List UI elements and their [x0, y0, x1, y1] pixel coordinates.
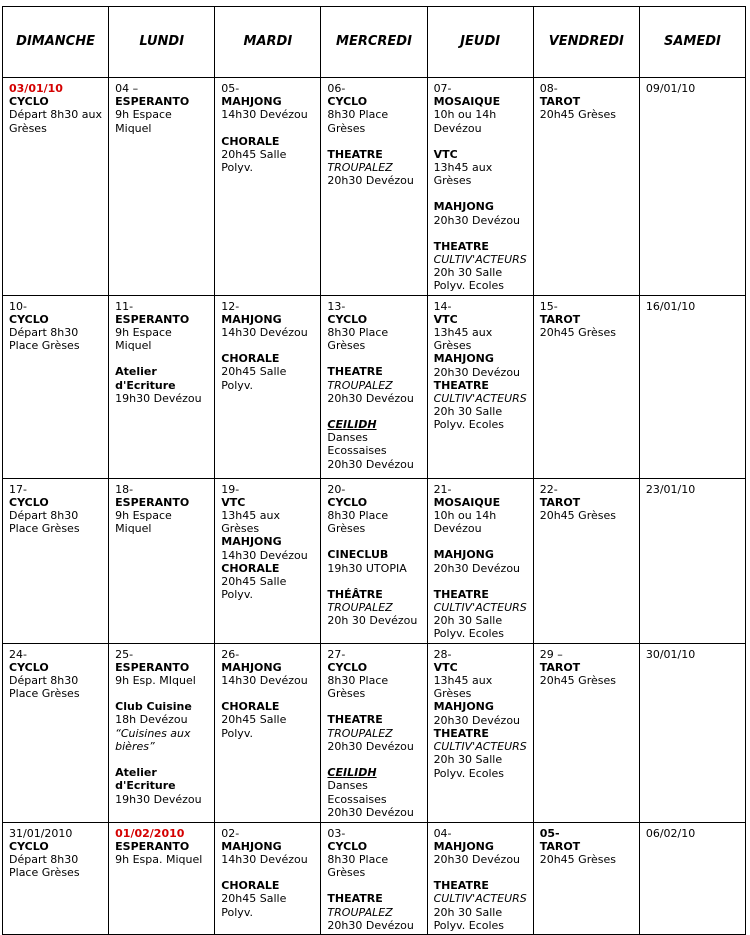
- event-text: MAHJONG: [433, 700, 494, 714]
- event-text: CULTIV'ACTEURS: [433, 740, 527, 754]
- event-text: CYCLO: [327, 839, 368, 853]
- event-text: “Cuisines aux: [115, 726, 191, 740]
- spacer: [434, 227, 528, 240]
- date-label: 02-: [221, 826, 240, 840]
- date-label: 07-: [433, 82, 452, 95]
- event-text: 19h30 UTOPIA: [327, 561, 407, 575]
- event-text: MAHJONG: [433, 352, 494, 366]
- event-text: Polyv.: [221, 588, 253, 602]
- date-label: 20-: [327, 482, 346, 496]
- date-label: 31/01/2010: [9, 826, 73, 840]
- day-cell-mardi: [215, 78, 321, 296]
- event-text: CULTIV'ACTEURS: [433, 601, 527, 615]
- event-text: Place Grèses: [9, 522, 80, 536]
- spacer: [434, 187, 528, 200]
- day-cell-samedi: [639, 822, 745, 934]
- date-label: 04-: [433, 826, 452, 840]
- event-text: TROUPALEZ: [327, 601, 393, 615]
- event-text: MAHJONG: [433, 839, 494, 853]
- event-text: 20h 30 Salle: [433, 266, 503, 280]
- day-cell-jeudi: [427, 822, 533, 934]
- event-text: Polyv. Ecoles: [433, 766, 505, 780]
- spacer: [327, 535, 421, 548]
- date-label: 21-: [433, 482, 452, 496]
- event-text: Place Grèses: [9, 339, 80, 353]
- day-cell-samedi: [639, 643, 745, 822]
- calendar-table: [2, 6, 746, 935]
- event-text: Atelier: [115, 766, 157, 780]
- day-cell-vendredi: [533, 295, 639, 478]
- event-text: 8h30 Place: [327, 674, 389, 688]
- day-cell-lundi: [109, 295, 215, 478]
- event-text: 20h45 Salle: [221, 365, 287, 379]
- date-label: 30/01/10: [645, 647, 696, 661]
- week-row: [3, 78, 746, 296]
- day-header-lundi: LUNDI: [109, 7, 215, 78]
- day-cell-lundi: [109, 78, 215, 296]
- date-label: 17-: [9, 482, 27, 496]
- event-text: MAHJONG: [221, 95, 282, 109]
- event-text: MAHJONG: [221, 660, 282, 674]
- event-text: 20h30 Devézou: [327, 739, 414, 753]
- event-text: 19h30 Devézou: [115, 792, 202, 806]
- event-text: Grèses: [9, 121, 47, 135]
- event-text: ESPERANTO: [115, 495, 190, 509]
- event-text: Départ 8h30: [9, 326, 79, 340]
- event-text: 20h30 Devézou: [433, 365, 521, 379]
- day-cell-samedi: [639, 78, 745, 296]
- day-cell-samedi: [639, 478, 745, 643]
- event-text: 20h45 Grèses: [539, 509, 616, 523]
- event-text: 20h 30 Salle: [433, 905, 503, 919]
- week-row: [3, 643, 746, 822]
- event-text: 9h Espa. Miquel: [115, 853, 203, 867]
- event-text: THÉÂTRE: [327, 587, 383, 601]
- spacer: [327, 352, 421, 365]
- day-cell-dimanche: [3, 78, 109, 296]
- event-text: CULTIV'ACTEURS: [433, 892, 527, 906]
- event-text: 13h45 aux: [433, 674, 493, 688]
- day-header-vendredi: VENDREDI: [533, 7, 639, 78]
- day-cell-dimanche: [3, 478, 109, 643]
- date-label: 06-: [327, 82, 346, 95]
- event-text: Grèses: [327, 687, 366, 701]
- date-label: 27-: [327, 647, 346, 661]
- day-cell-mercredi: [321, 78, 427, 296]
- event-text: THEATRE: [327, 713, 383, 727]
- event-text: VTC: [433, 660, 458, 674]
- date-label: 19-: [221, 482, 240, 496]
- event-text: MOSAIQUE: [433, 495, 501, 509]
- date-label: 29 –: [539, 647, 563, 661]
- event-text: Devézou: [433, 121, 482, 135]
- week-row: [3, 822, 746, 934]
- event-text: 9h Espace: [115, 326, 172, 340]
- event-text: TROUPALEZ: [327, 161, 393, 175]
- event-text: 20h30 Devézou: [433, 213, 521, 227]
- event-text: 13h45 aux: [433, 326, 493, 340]
- event-text: TAROT: [539, 495, 581, 509]
- spacer: [327, 135, 421, 148]
- event-text: Polyv.: [221, 905, 253, 919]
- event-text: 20h30 Devézou: [433, 713, 521, 727]
- event-text: THEATRE: [327, 892, 383, 906]
- event-text: CYCLO: [9, 95, 49, 109]
- event-text: ESPERANTO: [115, 660, 190, 674]
- event-text: d'Ecriture: [115, 779, 176, 793]
- day-header-dimanche: DIMANCHE: [3, 7, 109, 78]
- event-text: CEILIDH: [327, 418, 377, 432]
- event-text: CYCLO: [327, 95, 368, 109]
- date-label: 26-: [221, 647, 240, 661]
- event-text: 14h30 Devézou: [221, 326, 308, 340]
- event-text: Grèses: [433, 174, 472, 188]
- day-header-jeudi: JEUDI: [427, 7, 533, 78]
- date-label: 28-: [433, 647, 452, 661]
- spacer: [115, 352, 209, 365]
- event-text: VTC: [433, 147, 458, 161]
- event-text: 20h30 Devézou: [433, 853, 521, 867]
- header-row: [3, 7, 746, 78]
- spacer: [221, 687, 315, 700]
- date-label: 24-: [9, 647, 27, 661]
- event-text: CYCLO: [327, 495, 368, 509]
- event-text: Polyv. Ecoles: [433, 918, 505, 932]
- date-label: 06/02/10: [645, 826, 696, 840]
- event-text: Départ 8h30 aux: [9, 108, 102, 122]
- spacer: [115, 753, 209, 766]
- week-row: [3, 295, 746, 478]
- event-text: 20h30 Devézou: [433, 561, 521, 575]
- event-text: Grèses: [327, 339, 366, 353]
- event-text: Danses: [327, 779, 368, 793]
- date-label: 22-: [539, 482, 558, 496]
- event-text: 8h30 Place: [327, 509, 389, 523]
- date-label: 15-: [539, 299, 558, 313]
- event-text: 20h45 Grèses: [539, 853, 616, 867]
- event-text: CHORALE: [221, 134, 280, 148]
- event-text: 20h 30 Devézou: [327, 614, 418, 628]
- event-text: TROUPALEZ: [327, 905, 393, 919]
- event-text: Grèses: [433, 687, 472, 701]
- event-text: TAROT: [539, 660, 581, 674]
- event-text: TROUPALEZ: [327, 378, 393, 392]
- event-text: Grèses: [221, 522, 260, 536]
- event-text: 18h Devézou: [115, 713, 188, 727]
- event-text: 20h30 Devézou: [327, 174, 414, 188]
- event-text: Grèses: [327, 866, 366, 880]
- spacer: [327, 575, 421, 588]
- date-label: 13-: [327, 299, 346, 313]
- event-text: THEATRE: [327, 365, 383, 379]
- event-text: MAHJONG: [433, 548, 494, 562]
- date-label: 08-: [539, 82, 558, 95]
- event-text: Grèses: [433, 339, 472, 353]
- event-text: Départ 8h30: [9, 509, 79, 523]
- event-text: CHORALE: [221, 700, 280, 714]
- date-label: 05-: [221, 82, 240, 95]
- event-text: TROUPALEZ: [327, 726, 393, 740]
- day-cell-mardi: [215, 295, 321, 478]
- event-text: d'Ecriture: [115, 378, 176, 392]
- event-text: 20h45 Grèses: [539, 108, 616, 122]
- event-text: VTC: [433, 312, 458, 326]
- event-text: TAROT: [539, 312, 581, 326]
- day-cell-lundi: [109, 643, 215, 822]
- event-text: MAHJONG: [433, 200, 494, 214]
- day-cell-mardi: [215, 822, 321, 934]
- day-cell-mercredi: [321, 478, 427, 643]
- event-text: 20h30 Devézou: [327, 805, 414, 819]
- event-text: 13h45 aux: [433, 161, 493, 175]
- day-cell-mercredi: [321, 295, 427, 478]
- day-cell-dimanche: [3, 643, 109, 822]
- event-text: 8h30 Place: [327, 853, 389, 867]
- event-text: 14h30 Devézou: [221, 548, 308, 562]
- spacer: [327, 879, 421, 892]
- day-cell-lundi: [109, 822, 215, 934]
- date-label: 04 –: [115, 82, 139, 95]
- spacer: [327, 700, 421, 713]
- event-text: ESPERANTO: [115, 839, 190, 853]
- event-text: Place Grèses: [9, 866, 80, 880]
- spacer: [221, 122, 315, 135]
- event-text: Grèses: [327, 522, 366, 536]
- event-text: 20h45 Grèses: [539, 674, 616, 688]
- date-label: 12-: [221, 299, 240, 313]
- event-text: ESPERANTO: [115, 95, 190, 109]
- date-label: 11-: [115, 299, 134, 313]
- date-label: 25-: [115, 647, 134, 661]
- spacer: [434, 866, 528, 879]
- event-text: CEILIDH: [327, 766, 377, 780]
- event-text: THEATRE: [433, 726, 489, 740]
- event-text: 20h30 Devézou: [327, 457, 414, 471]
- event-text: Départ 8h30: [9, 853, 79, 867]
- event-text: Miquel: [115, 339, 152, 353]
- event-text: 14h30 Devézou: [221, 108, 308, 122]
- day-cell-jeudi: [427, 78, 533, 296]
- spacer: [221, 866, 315, 879]
- date-label: 03/01/10: [9, 82, 63, 95]
- spacer: [434, 575, 528, 588]
- event-text: CHORALE: [221, 561, 280, 575]
- date-label: 18-: [115, 482, 134, 496]
- day-cell-jeudi: [427, 478, 533, 643]
- day-cell-vendredi: [533, 643, 639, 822]
- date-label: 14-: [433, 299, 452, 313]
- spacer: [327, 405, 421, 418]
- week-row: [3, 478, 746, 643]
- event-text: CYCLO: [9, 495, 49, 509]
- event-text: 14h30 Devézou: [221, 674, 308, 688]
- event-text: Miquel: [115, 522, 152, 536]
- spacer: [434, 535, 528, 548]
- event-text: VTC: [221, 495, 246, 509]
- day-cell-jeudi: [427, 295, 533, 478]
- event-text: 9h Espace: [115, 108, 172, 122]
- event-text: TAROT: [539, 95, 581, 109]
- event-text: THEATRE: [433, 239, 489, 253]
- event-text: CHORALE: [221, 352, 280, 366]
- date-label: 05-: [539, 826, 560, 840]
- day-cell-dimanche: [3, 822, 109, 934]
- spacer: [434, 135, 528, 148]
- event-text: Club Cuisine: [115, 700, 192, 714]
- event-text: 20h30 Devézou: [327, 391, 414, 405]
- event-text: CULTIV'ACTEURS: [433, 392, 527, 406]
- event-text: 20h30 Devézou: [327, 918, 414, 932]
- event-text: TAROT: [539, 839, 581, 853]
- event-text: CYCLO: [327, 660, 368, 674]
- event-text: Polyv.: [221, 726, 253, 740]
- event-text: Polyv.: [221, 378, 253, 392]
- date-label: 01/02/2010: [115, 826, 185, 840]
- day-cell-mercredi: [321, 822, 427, 934]
- event-text: 14h30 Devézou: [221, 853, 308, 867]
- day-cell-mercredi: [321, 643, 427, 822]
- event-text: THEATRE: [433, 378, 489, 392]
- day-cell-dimanche: [3, 295, 109, 478]
- event-text: 20h45 Grèses: [539, 326, 616, 340]
- event-text: 20h45 Salle: [221, 575, 287, 589]
- day-header-mercredi: MERCREDI: [321, 7, 427, 78]
- event-text: CYCLO: [327, 312, 368, 326]
- event-text: Polyv. Ecoles: [433, 279, 505, 293]
- event-text: Grèses: [327, 121, 366, 135]
- event-text: Polyv. Ecoles: [433, 627, 505, 641]
- day-cell-samedi: [639, 295, 745, 478]
- event-text: Atelier: [115, 365, 157, 379]
- event-text: CYCLO: [9, 660, 49, 674]
- event-text: THEATRE: [433, 587, 489, 601]
- day-cell-lundi: [109, 478, 215, 643]
- event-text: MAHJONG: [221, 535, 282, 549]
- day-header-mardi: MARDI: [215, 7, 321, 78]
- day-header-samedi: SAMEDI: [639, 7, 745, 78]
- event-text: 20h 30 Salle: [433, 405, 503, 419]
- day-cell-jeudi: [427, 643, 533, 822]
- event-text: 20h 30 Salle: [433, 614, 503, 628]
- spacer: [327, 753, 421, 766]
- day-cell-vendredi: [533, 822, 639, 934]
- spacer: [221, 339, 315, 352]
- event-text: Départ 8h30: [9, 674, 79, 688]
- event-text: MAHJONG: [221, 839, 282, 853]
- event-text: 20h45 Salle: [221, 147, 287, 161]
- event-text: Miquel: [115, 121, 152, 135]
- event-text: Devézou: [433, 522, 482, 536]
- day-cell-vendredi: [533, 78, 639, 296]
- date-label: 03-: [327, 826, 346, 840]
- day-cell-vendredi: [533, 478, 639, 643]
- event-text: 20h45 Salle: [221, 713, 287, 727]
- event-text: 13h45 aux: [221, 509, 280, 523]
- event-text: 19h30 Devézou: [115, 391, 202, 405]
- event-text: Ecossaises: [327, 444, 387, 458]
- event-text: 10h ou 14h: [433, 108, 497, 122]
- event-text: 9h Esp. MIquel: [115, 674, 196, 688]
- event-text: Polyv.: [221, 161, 253, 175]
- event-text: ESPERANTO: [115, 312, 190, 326]
- event-text: THEATRE: [433, 879, 489, 893]
- date-label: 09/01/10: [645, 82, 696, 95]
- event-text: CYCLO: [9, 839, 49, 853]
- event-text: MAHJONG: [221, 312, 282, 326]
- event-text: 8h30 Place: [327, 108, 389, 122]
- event-text: CHORALE: [221, 879, 280, 893]
- date-label: 10-: [9, 299, 27, 313]
- event-text: 20h45 Salle: [221, 892, 287, 906]
- spacer: [115, 687, 209, 700]
- event-text: 8h30 Place: [327, 326, 389, 340]
- date-label: 23/01/10: [645, 482, 696, 496]
- event-text: CULTIV'ACTEURS: [433, 253, 527, 267]
- event-text: 9h Espace: [115, 509, 172, 523]
- event-text: bières”: [115, 739, 155, 753]
- event-text: MOSAIQUE: [433, 95, 501, 109]
- event-text: 10h ou 14h: [433, 509, 497, 523]
- date-label: 16/01/10: [645, 299, 696, 313]
- event-text: THEATRE: [327, 147, 383, 161]
- day-cell-mardi: [215, 478, 321, 643]
- event-text: Polyv. Ecoles: [433, 418, 505, 432]
- event-text: 20h 30 Salle: [433, 753, 503, 767]
- event-text: Danses: [327, 431, 368, 445]
- event-text: CYCLO: [9, 312, 49, 326]
- event-text: CINECLUB: [327, 548, 389, 562]
- event-text: Place Grèses: [9, 687, 80, 701]
- event-text: Ecossaises: [327, 792, 387, 806]
- day-cell-mardi: [215, 643, 321, 822]
